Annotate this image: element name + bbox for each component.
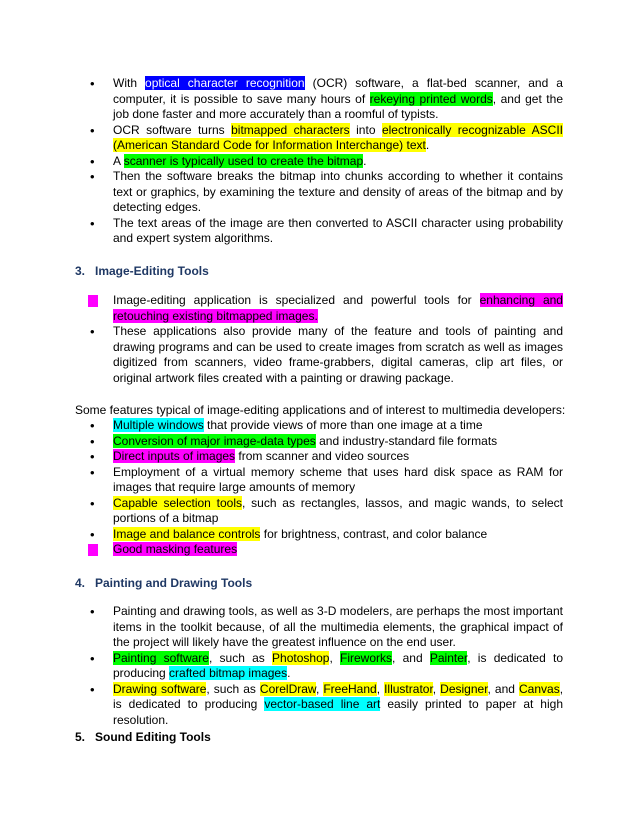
image-editing-bullet-list [0, 293, 638, 386]
list-item: • With optical character recognition (OCR) software, a flat-bed scanner, and a computer, it is possible to save many hours of rekeying printed words, and get the job done faster and more accurately than a roomful of typists. [0, 76, 638, 123]
features-bullet-list [0, 418, 638, 558]
highlight-yellow: FreeHand [323, 681, 377, 696]
highlight-yellow: Canvas [519, 681, 560, 696]
highlight-blue: optical character recognition [145, 76, 305, 90]
highlight-green: rekeying printed words [369, 91, 493, 106]
highlight-yellow: electronically recognizable ASCII (American Standard Code for Information Interchange) text [113, 122, 564, 152]
list-item: • Then the software breaks the bitmap into chunks according to whether it contains text or graphics, by examining the texture and density of areas of the bitmap and by detecting edges. [0, 169, 638, 216]
features-intro: Some features typical of image-editing applications and of interest to multimedia developers: [75, 403, 566, 417]
highlight-yellow: Photoshop [272, 650, 330, 665]
section-heading-image-editing: 3. Image-Editing Tools [75, 264, 209, 278]
highlight-yellow: CorelDraw [259, 681, 316, 696]
ocr-bullet-list [0, 76, 638, 247]
highlight-cyan: Multiple windows [113, 418, 204, 432]
highlight-cyan: vector-based line art [264, 697, 381, 711]
highlight-yellow: Illustrator [384, 681, 433, 696]
list-item: • A scanner is typically used to create the bitmap. [0, 154, 638, 170]
highlight-magenta: enhancing and retouching existing bitmapped images. [113, 293, 563, 323]
highlight-green: Painting software [113, 650, 209, 665]
list-item: • OCR software turns bitmapped characters into electronically recognizable ASCII (American Standard Code for Information Interchange) text. [0, 123, 638, 154]
list-item: • These applications also provide many of the feature and tools of painting and drawing programs and can be used to create images from scratch as well as images digitized from scanners, video frame-grabbers, digital cameras, clip art files, or original artwork files created with a painting or drawing package. [0, 324, 638, 386]
highlight-yellow: Capable selection tools [113, 495, 243, 510]
highlight-magenta: Direct inputs of images [113, 449, 236, 463]
list-item: • Capable selection tools, such as rectangles, lassos, and magic wands, to select portions of a bitmap [0, 496, 638, 527]
highlight-green: scanner is typically used to create the bitmap [123, 153, 364, 168]
highlight-green: Conversion of major image-data types [113, 433, 316, 448]
highlight-yellow: Drawing software [113, 681, 207, 696]
section-heading-painting-drawing: 4. Painting and Drawing Tools [75, 576, 253, 590]
list-item: • The text areas of the image are then converted to ASCII character using probability and expert system algorithms. [0, 216, 638, 247]
highlight-magenta: Good masking features [113, 542, 238, 556]
highlight-green: Painter [429, 650, 468, 665]
list-item: • Image and balance controls for brightness, contrast, and color balance [0, 527, 638, 543]
highlight-green: Fireworks [340, 650, 393, 665]
list-item: • Employment of a virtual memory scheme that uses hard disk space as RAM for images that require large amounts of memory [0, 465, 638, 496]
list-item: • Conversion of major image-data types and industry-standard file formats [0, 434, 638, 450]
list-item: • Painting and drawing tools, as well as 3-D modelers, are perhaps the most important items in the toolkit because, of all the multimedia elements, the graphical impact of the project will likely have the greatest influence on the end user. [0, 604, 638, 651]
section-heading-sound-editing: 5. Sound Editing Tools [75, 730, 211, 744]
list-item: • Image-editing application is specialized and powerful tools for enhancing and retouching existing bitmapped images. [0, 293, 638, 324]
highlight-yellow: Image and balance controls [113, 526, 261, 541]
painting-bullet-list [0, 604, 638, 728]
list-item: • Multiple windows that provide views of more than one image at a time [0, 418, 638, 434]
list-item [0, 542, 638, 558]
highlight-magenta-bullet [88, 544, 98, 556]
list-item: • Drawing software, such as CorelDraw, FreeHand, Illustrator, Designer, and Canvas, is dedicated to producing vector-based line art easily printed to paper at high resolution. [0, 682, 638, 729]
list-item: • Direct inputs of images from scanner and video sources [0, 449, 638, 465]
highlight-cyan: crafted bitmap images [169, 666, 288, 680]
highlight-yellow: Designer [440, 681, 488, 696]
list-item: • Painting software, such as Photoshop, Fireworks, and Painter, is dedicated to producing crafted bitmap images. [0, 651, 638, 682]
highlight-magenta-bullet [88, 295, 98, 307]
highlight-yellow: bitmapped characters [231, 122, 350, 137]
